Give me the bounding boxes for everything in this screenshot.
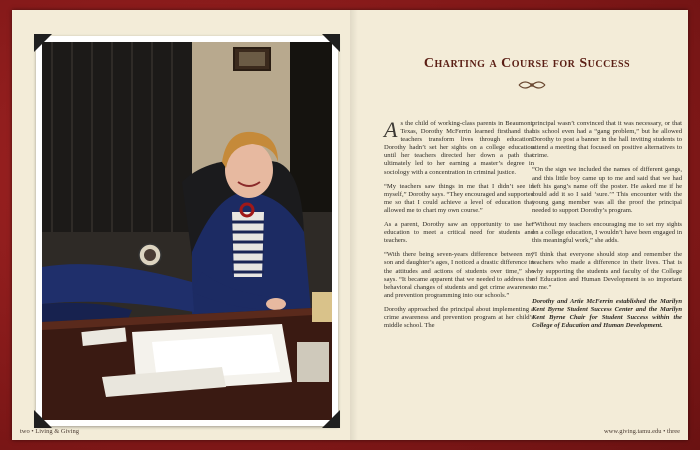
drop-cap: A: [384, 117, 398, 142]
paragraph-1: [384, 117, 534, 177]
footer-right-folio: www.giving.tamu.edu • three: [603, 428, 680, 435]
photo-corner-bottom-left: [34, 410, 52, 428]
portrait-photo-frame: [36, 36, 338, 426]
portrait-photo: [42, 42, 332, 420]
article-column-2: [532, 120, 682, 336]
paragraph-4: “With there being seven-years difference between my son and daughter’s ages, I noticed a drastic difference in the attitudes and actions of students over time,” she says. “It became apparent that we needed to address the behavioral changes of students and get crime awareness and prevention programming into our schools.”: [384, 251, 534, 299]
paragraph-7: “On the sign we included the names of different gangs, and this little boy came up to me and said that we had left his gang’s name off the poster. He asked me if he could add it so I said ‘sure.’” This encounter with the young gang member was all the proof the principal needed to support Dorothy’s program.: [532, 166, 682, 214]
paragraph-1-text: s the child of working-class parents in Beaumont, Texas, Dorothy McFerrin learned firsthand that teachers transform lives through education. Dorothy hadn’t set her sights on a college education until her teachers directed her down a path that ultimately led to her earning a master’s degree in sociology with a concentration in criminal justice.: [384, 120, 534, 176]
paragraph-3: As a parent, Dorothy saw an opportunity to use her education to meet a critical need for students and teachers.: [384, 221, 534, 245]
article-column-1: [384, 117, 534, 336]
footer-left-folio: two • Living & Giving: [20, 428, 79, 435]
paragraph-6: principal wasn’t convinced that it was necessary, or that his school even had a “gang problem,” but he allowed Dorothy to post a banner in the hall inviting students to attend a meeting that focused on positive alternatives to crime.: [532, 120, 682, 160]
photo-corner-bottom-right: [322, 410, 340, 428]
paragraph-8: “Without my teachers encouraging me to set my sights on a college education, I wouldn’t have been engaged in this meaningful work,” she adds.: [532, 221, 682, 245]
portrait-illustration: [42, 42, 332, 420]
paragraph-5: Dorothy approached the principal about implementing a crime awareness and prevention program at her child’s middle school. The: [384, 305, 534, 330]
page-gutter: [350, 10, 358, 440]
paragraph-9: “I think that everyone should stop and remember the teachers who made a difference in their lives. That is why supporting the students and faculty of the College of Education and Human Development is so important to me.”: [532, 251, 682, 291]
ornament-icon: [517, 78, 547, 92]
article-title: Charting a Course for Success: [423, 56, 631, 71]
photo-corner-top-left: [34, 34, 52, 52]
magazine-spread: [12, 10, 688, 440]
paragraph-2: “My teachers saw things in me that I didn’t see in myself,” Dorothy says. “They encouraged and supported me so that I could achieve a level of education that allowed me to chart my own course.”: [384, 182, 534, 214]
credit-note: Dorothy and Artie McFerrin established the Marilyn Kent Byrne Student Success Center and the Marilyn Kent Byrne Chair for Student Success within the College of Education and Human Development.: [532, 297, 682, 330]
photo-corner-top-right: [322, 34, 340, 52]
